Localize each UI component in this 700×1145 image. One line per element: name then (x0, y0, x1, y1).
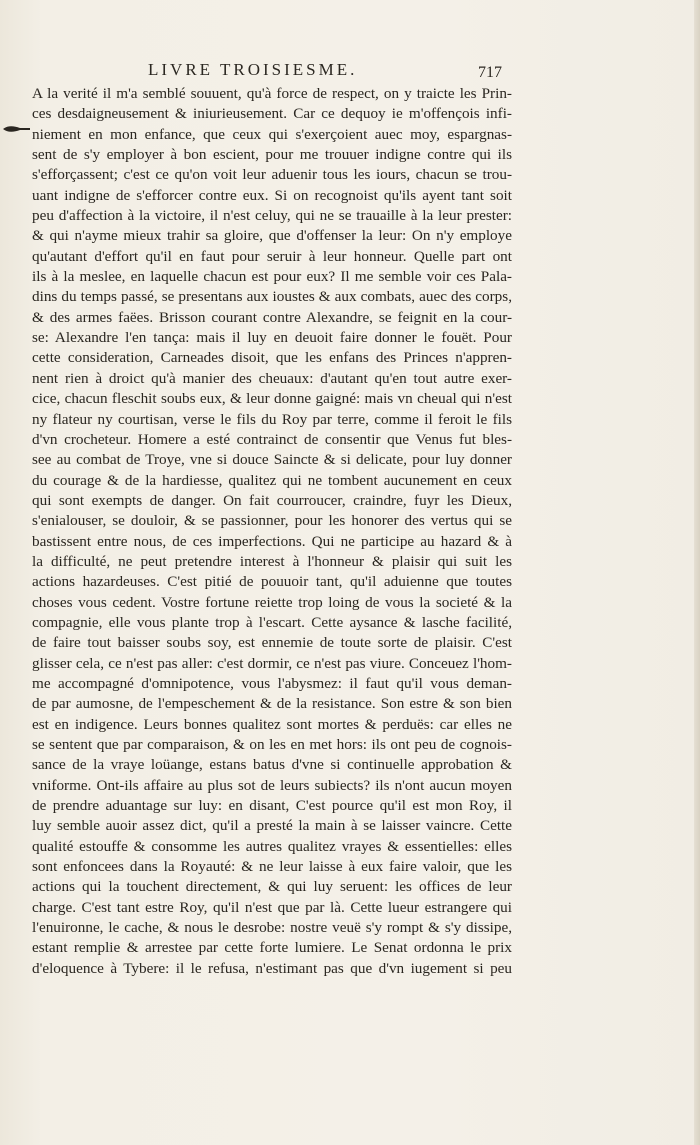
text-line: A la verité il m'a semblé souuent, qu'à force de respect, on y traicte les Prin- (32, 85, 512, 102)
text-line: estant remplie & arrestee par cette forte lumiere. Le Senat ordonna le prix (32, 939, 512, 957)
text-line: l'enuironne, le cache, & nous le desrobe: nostre veuë s'y rompt & s'y dissipe, (32, 919, 512, 937)
text-line: d'eloquence à Tybere: il le refusa, n'estimant pas que d'vn iugement si peu (32, 959, 512, 977)
text-line: & des armes faëes. Brisson courant contre Alexandre, se feignit en la cour- (32, 308, 512, 326)
text-line: cette consideration, Carneades disoit, que les enfans des Princes n'appren- (32, 349, 512, 367)
text-line: niement en mon enfance, que ceux qui s'exerçoient auec moy, espargnas- (32, 125, 512, 143)
text-line: qui sont exempts de danger. On fait courroucer, craindre, fuyr les Dieux, (32, 491, 512, 509)
text-line: charge. C'est tant estre Roy, qu'il n'est que par là. Cette lueur estrangere qui (32, 898, 512, 916)
text-line: s'enialouser, se douloir, & se passionner, pour les honorer des vertus qui se (32, 512, 512, 530)
text-line: glisser cela, ce n'est pas aller: c'est dormir, ce n'est pas viure. Conceuez l'hom- (32, 654, 512, 672)
text-line: dins du temps passé, se presentans aux ioustes & aux combats, auec des corps, (32, 288, 512, 306)
text-line: choses vous cedent. Vostre fortune reiette trop loing de vous la societé & la (32, 593, 512, 611)
page-edge (694, 0, 700, 1145)
text-line: & qui n'ayme mieux trahir sa gloire, que d'offenser la leur: On n'y employe (32, 227, 512, 245)
text-line: actions qui la touchent directement, & qui luy seruent: les offices de leur (32, 878, 512, 896)
text-line: cice, chacun fleschit soubs eux, & leur donne gaigné: mais vn cheual qui n'est (32, 390, 512, 408)
text-line: sent de s'y employer à bon escient, pour me trouuer indigne contre qui ils (32, 146, 512, 164)
body-text (32, 84, 512, 979)
text-line: qualité estouffe & consomme les autres qualitez vrayes & essentielles: elles (32, 837, 512, 855)
text-line: la difficulté, ne peut pretendre interest à l'honneur & plaisir qui suit les (32, 552, 512, 570)
text-line: d'vn crocheteur. Homere a esté contrainct de consentir que Venus fut bles- (32, 430, 512, 448)
text-line: nent rien à droict qu'à manier des cheuaux: d'autant qu'en tout autre exer- (32, 369, 512, 387)
text-line: peu d'affection à la victoire, il n'est celuy, qui ne se trauaille à la leur prester: (32, 207, 512, 225)
text-line: de prendre aduantage sur luy: en disant, C'est pource qu'il est mon Roy, il (32, 797, 512, 815)
running-title: LIVRE TROISIESME. (148, 60, 358, 79)
text-line: ces desdaigneusement & iniurieusement. Car ce dequoy ie m'offençois infi- (32, 105, 512, 123)
text-line: vniforme. Ont-ils affaire au plus sot de leurs subiects? ils n'ont aucun moyen (32, 776, 512, 794)
text-line: sance de la vraye loüange, estans batus d'vne si continuelle approbation & (32, 756, 512, 774)
text-line: de par aumosne, de l'empeschement & de la resistance. Son estre & son bien (32, 695, 512, 713)
text-line: se: Alexandre l'en tança: mais il luy en deuoit faire donner le fouët. Pour (32, 329, 512, 347)
text-line: luy semble auoir assez dict, qu'il a presté la main à se laisser vaincre. Cette (32, 817, 512, 835)
text-line: du courage & de la hardiesse, qualitez qui ne tombent aucunement en ceux (32, 471, 512, 489)
text-line: actions hazardeuses. C'est pitié de pouuoir tant, qu'il aduienne que toutes (32, 573, 512, 591)
text-line: bastissent entre nous, de ces imperfections. Qui ne participe au hazard & à (32, 532, 512, 550)
text-line: est en indigence. Leurs bonnes qualitez sont mortes & perduës: car elles ne (32, 715, 512, 733)
text-line: de faire tout baisser soubs soy, est ennemie de toute sorte de plaisir. C'est (32, 634, 512, 652)
text-line: ils à la meslee, en laquelle chacun est pour eux? Il me semble voir ces Pala- (32, 268, 512, 286)
text-line: compagnie, elle vous plante trop à l'escart. Cette aysance & lasche facilité, (32, 613, 512, 631)
text-line: see au combat de Troye, vne si douce Saincte & si delicate, pour luy donner (32, 451, 512, 469)
manicule-icon (2, 123, 32, 135)
text-line: qu'autant d'effort qu'il en faut pour seruir à leur honneur. Quelle part ont (32, 247, 512, 265)
page-number: 717 (478, 64, 502, 81)
text-line: se sentent que par comparaison, & on les en met hors: ils ont peu de cognois- (32, 736, 512, 753)
text-line: s'efforçassent; c'est ce qu'on voit leur aduenir tous les iours, chacun se trou- (32, 166, 512, 184)
text-line: sont enfoncees dans la Royauté: & ne leur laisse à eux faire valoir, que les (32, 858, 512, 876)
text-line: ny flateur ny courtisan, verse le fils du Roy par terre, comme il feroit le fils (32, 410, 512, 428)
text-line: me accompagné d'omnipotence, vous l'abysmez: il faut qu'il vous deman- (32, 674, 512, 692)
text-line: uant indigne de s'efforcer contre eux. Si on recognoist qu'ils ayent tant soit (32, 186, 512, 204)
